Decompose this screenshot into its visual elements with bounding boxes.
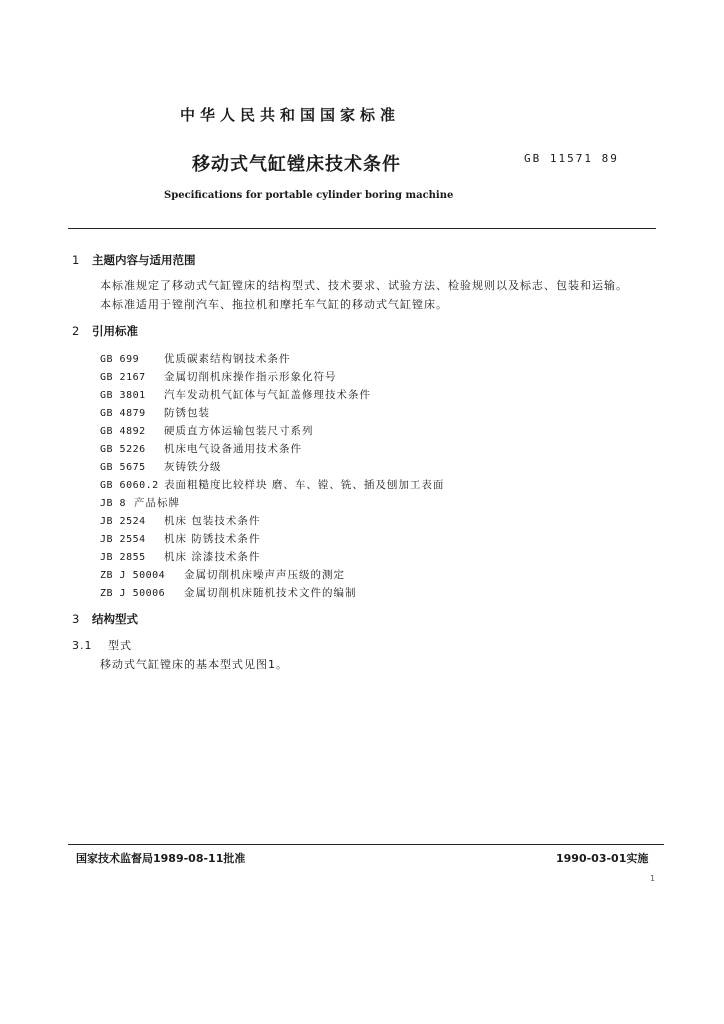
effective-date: 1990-03-01实施 <box>556 852 649 865</box>
section-3-1-heading <box>72 637 132 653</box>
section-3-1-number: 3.1 <box>72 639 93 652</box>
reference-item <box>100 531 260 546</box>
reference-item <box>100 513 260 528</box>
reference-item <box>100 387 371 402</box>
section-3-1-title: 型式 <box>108 639 132 652</box>
reference-item <box>100 495 180 510</box>
reference-code: GB 699 <box>100 354 140 365</box>
reference-title: 机床 防锈技术条件 <box>164 533 261 545</box>
section-2-number: 2 <box>72 324 80 338</box>
reference-title: 汽车发动机气缸体与气缸盖修理技术条件 <box>164 389 371 401</box>
reference-title: 产品标牌 <box>134 497 180 509</box>
reference-item <box>100 459 222 474</box>
reference-code: JB 8 <box>100 498 127 509</box>
reference-code: ZB J 50006 <box>100 588 166 599</box>
reference-item <box>100 549 260 564</box>
reference-title: 表面粗糙度比较样块 磨、车、镗、铣、插及刨加工表面 <box>164 479 445 491</box>
reference-title: 机床 涂漆技术条件 <box>164 551 261 563</box>
reference-title: 灰铸铁分级 <box>164 461 222 473</box>
section-3-1-paragraph: 移动式气缸镗床的基本型式见图1。 <box>100 658 288 671</box>
header-rule <box>68 228 656 229</box>
reference-code: GB 2167 <box>100 372 146 383</box>
section-3-number: 3 <box>72 612 80 626</box>
reference-code: ZB J 50004 <box>100 570 166 581</box>
reference-item <box>100 477 444 492</box>
section-1-heading <box>72 252 196 268</box>
section-3-heading <box>72 611 138 627</box>
reference-code: GB 5675 <box>100 462 146 473</box>
approval-date: 国家技术监督局1989-08-11批准 <box>76 852 246 865</box>
english-title: Specifications for portable cylinder boring machine <box>164 190 454 201</box>
reference-item <box>100 351 291 366</box>
reference-title: 防锈包装 <box>164 407 210 419</box>
reference-code: GB 5226 <box>100 444 146 455</box>
section-1-number: 1 <box>72 253 80 267</box>
reference-title: 机床电气设备通用技术条件 <box>164 443 302 455</box>
reference-title: 硬质直方体运输包装尺寸系列 <box>164 425 314 437</box>
document-title: 移动式气缸镗床技术条件 <box>192 154 401 175</box>
reference-code: JB 2554 <box>100 534 146 545</box>
reference-title: 金属切削机床操作指示形象化符号 <box>164 371 337 383</box>
section-1-paragraph-2: 本标准适用于镗削汽车、拖拉机和摩托车气缸的移动式气缸镗床。 <box>100 298 448 311</box>
reference-item <box>100 405 210 420</box>
section-2-heading <box>72 323 138 339</box>
reference-item <box>100 423 314 438</box>
reference-title: 金属切削机床噪声声压级的测定 <box>184 569 345 581</box>
reference-code: JB 2524 <box>100 516 146 527</box>
national-standard-heading: 中华人民共和国国家标准 <box>180 106 401 124</box>
reference-item <box>100 567 345 582</box>
footer-rule <box>68 844 664 845</box>
reference-item <box>100 369 337 384</box>
section-3-title: 结构型式 <box>92 612 138 626</box>
reference-title: 机床 包装技术条件 <box>164 515 261 527</box>
reference-code: GB 4892 <box>100 426 146 437</box>
reference-item <box>100 585 357 600</box>
reference-code: GB 3801 <box>100 390 146 401</box>
reference-title: 金属切削机床随机技术文件的编制 <box>184 587 357 599</box>
standard-code: GB 11571 89 <box>524 152 619 165</box>
reference-title: 优质碳素结构钢技术条件 <box>164 353 291 365</box>
reference-code: JB 2855 <box>100 552 146 563</box>
reference-item <box>100 441 302 456</box>
reference-code: GB 4879 <box>100 408 146 419</box>
section-2-title: 引用标准 <box>92 324 138 338</box>
page-number: 1 <box>650 874 656 883</box>
section-1-title: 主题内容与适用范围 <box>92 253 196 267</box>
reference-code: GB 6060.2 <box>100 480 159 491</box>
section-1-paragraph-1: 本标准规定了移动式气缸镗床的结构型式、技术要求、试验方法、检验规则以及标志、包装和运输。 <box>100 279 628 292</box>
